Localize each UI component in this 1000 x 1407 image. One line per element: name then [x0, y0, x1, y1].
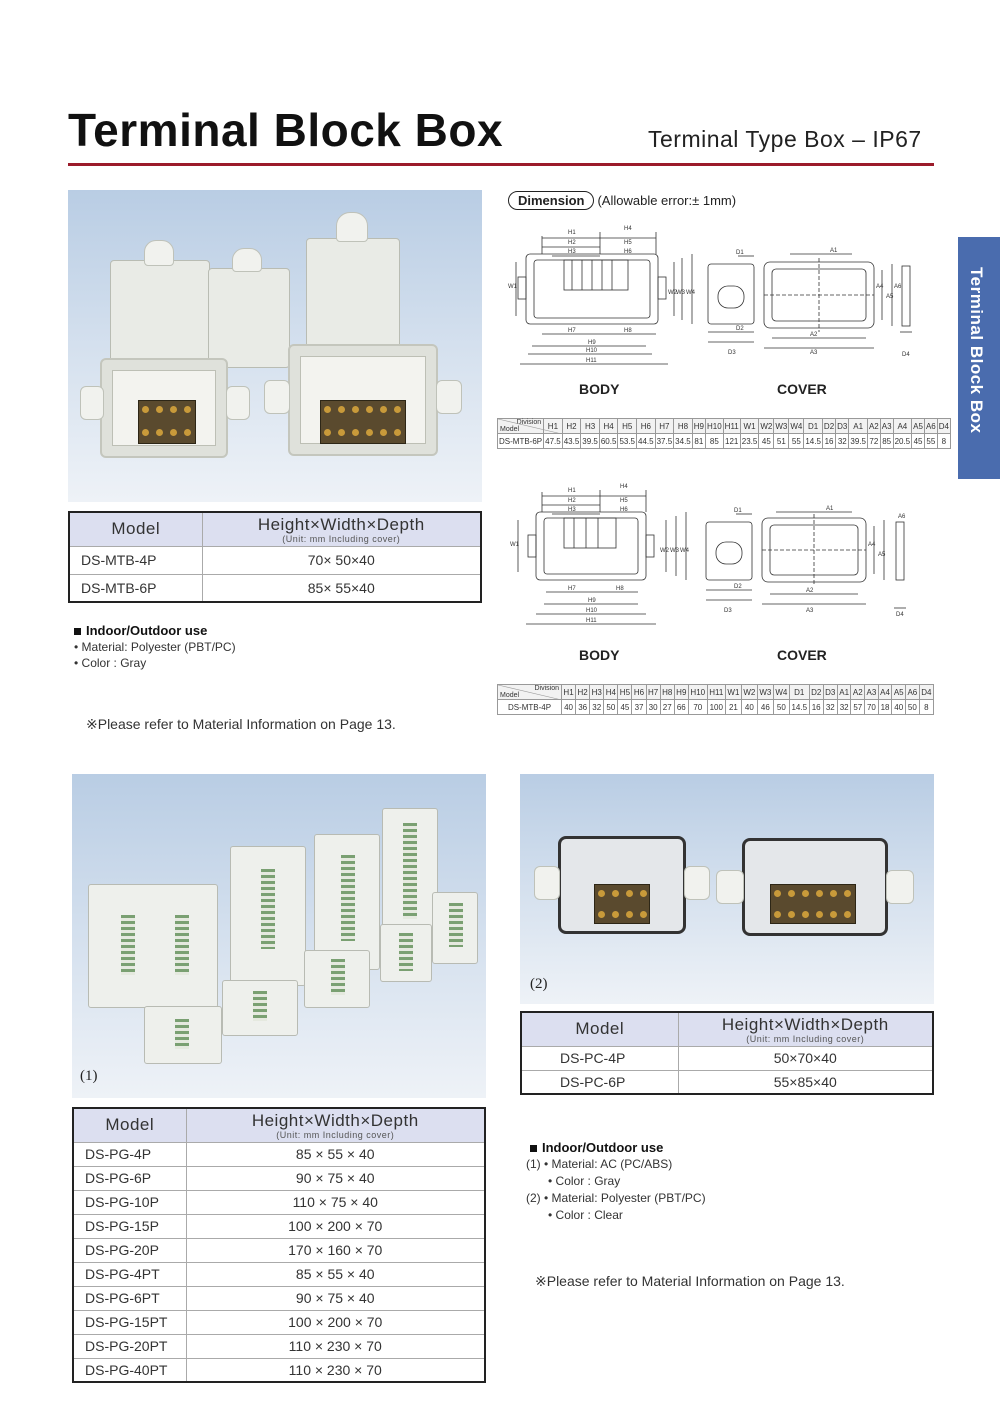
table-row	[73, 1310, 485, 1334]
notes-heading-text: Indoor/Outdoor use	[86, 623, 208, 638]
svg-text:A2: A2	[810, 332, 818, 338]
column-header: H8	[674, 419, 693, 434]
col-dims-label: Height×Width×Depth	[257, 514, 425, 534]
column-header: A2	[867, 419, 880, 434]
value-cell: 44.5	[637, 434, 656, 449]
side-tab[interactable]	[958, 237, 1000, 479]
column-header: H2	[576, 685, 590, 700]
column-header: H11	[723, 419, 740, 434]
svg-text:A5: A5	[878, 552, 886, 558]
mtb-4p-drawing	[506, 480, 926, 630]
column-header: H9	[674, 685, 688, 700]
dims-cell: 100 × 200 × 70	[186, 1310, 485, 1334]
value-cell: 37.5	[655, 434, 674, 449]
svg-text:W4: W4	[686, 290, 695, 296]
svg-text:D2: D2	[736, 326, 744, 332]
svg-text:H9: H9	[588, 598, 596, 604]
model-cell: DS-MTB-4P	[498, 700, 562, 715]
model-cell: DS-PG-15PT	[73, 1310, 186, 1334]
svg-text:W3: W3	[676, 290, 685, 296]
column-header: W4	[773, 685, 789, 700]
svg-text:A4: A4	[868, 542, 876, 548]
cover-label: COVER	[777, 647, 827, 663]
value-cell: 40	[562, 700, 576, 715]
table-row	[521, 1070, 933, 1094]
value-cell: 45	[618, 700, 632, 715]
value-cell: 100	[707, 700, 725, 715]
table-row	[69, 574, 481, 602]
value-cell: 18	[878, 700, 892, 715]
svg-text:H4: H4	[620, 484, 628, 490]
column-header: A5	[912, 419, 925, 434]
mtb-spec-table	[68, 511, 482, 603]
model-cell: DS-PG-10P	[73, 1190, 186, 1214]
svg-text:D1: D1	[734, 508, 742, 514]
material-reference[interactable]: ※Please refer to Material Information on Page 13.	[86, 716, 396, 732]
value-cell: 50	[906, 700, 920, 715]
column-header: D2	[822, 419, 835, 434]
svg-text:H1: H1	[568, 230, 576, 236]
value-cell: 43.5	[562, 434, 581, 449]
col-dims	[202, 512, 481, 546]
column-header: A2	[851, 685, 865, 700]
column-header: D3	[836, 419, 849, 434]
column-header: W3	[774, 419, 789, 434]
unit-note: (Unit: mm Including cover)	[282, 533, 401, 544]
column-header: A3	[880, 419, 893, 434]
svg-text:W1: W1	[508, 284, 517, 290]
value-cell: 66	[674, 700, 688, 715]
table-header-row	[73, 1108, 485, 1142]
column-header: D2	[809, 685, 823, 700]
svg-text:H11: H11	[586, 618, 597, 624]
mtb-notes	[74, 623, 236, 671]
table-row	[73, 1238, 485, 1262]
model-cell: DS-PG-15P	[73, 1214, 186, 1238]
dims-cell: 55×85×40	[678, 1070, 933, 1094]
column-header: H4	[599, 419, 618, 434]
column-header: D1	[789, 685, 809, 700]
svg-text:H3: H3	[568, 507, 576, 513]
column-header: A1	[849, 419, 868, 434]
page-title: Terminal Block Box	[68, 104, 504, 156]
table-corner	[498, 419, 544, 434]
unit-note: (Unit: mm Including cover)	[746, 1033, 865, 1044]
svg-text:H2: H2	[568, 498, 576, 504]
value-cell: 37	[632, 700, 646, 715]
model-cell: DS-MTB-6P	[498, 434, 544, 449]
column-header: H3	[590, 685, 604, 700]
column-header: H1	[562, 685, 576, 700]
col-dims-label: Height×Width×Depth	[251, 1110, 419, 1130]
dimension-header	[508, 191, 736, 210]
value-cell: 16	[809, 700, 823, 715]
column-header: A3	[865, 685, 879, 700]
table-row	[498, 700, 934, 715]
column-header: D1	[804, 419, 823, 434]
column-header: A1	[837, 685, 851, 700]
dimension-note: (Allowable error:± 1mm)	[597, 193, 737, 208]
value-cell: 23.5	[740, 434, 759, 449]
column-header: D3	[823, 685, 837, 700]
dims-cell: 110 × 75 × 40	[186, 1190, 485, 1214]
table-row	[498, 434, 951, 449]
column-header: H6	[637, 419, 656, 434]
dims-cell: 110 × 230 × 70	[186, 1358, 485, 1382]
photo-caption: (1)	[80, 1068, 98, 1084]
column-header: A6	[906, 685, 920, 700]
value-cell: 45	[912, 434, 925, 449]
material-note: (1) • Material: AC (PC/ABS)	[526, 1157, 673, 1171]
svg-text:A6: A6	[898, 514, 906, 520]
column-header: D4	[937, 419, 950, 434]
svg-text:H10: H10	[586, 608, 598, 614]
pc-spec-table	[520, 1011, 934, 1095]
body-label: BODY	[579, 647, 620, 663]
column-header: A5	[892, 685, 906, 700]
column-header: H3	[581, 419, 600, 434]
notes-heading-text: Indoor/Outdoor use	[542, 1140, 664, 1155]
column-header: H5	[618, 419, 637, 434]
svg-text:H4: H4	[624, 226, 632, 232]
svg-text:H2: H2	[568, 240, 576, 246]
svg-text:W3: W3	[670, 548, 679, 554]
table-header-row	[521, 1012, 933, 1046]
value-cell: 32	[836, 434, 849, 449]
column-header: H7	[655, 419, 674, 434]
value-cell: 70	[865, 700, 879, 715]
value-cell: 121	[723, 434, 740, 449]
column-header: W2	[759, 419, 774, 434]
column-header: H10	[688, 685, 707, 700]
column-header: W1	[725, 685, 741, 700]
value-cell: 47.5	[544, 434, 563, 449]
cover-label: COVER	[777, 381, 827, 397]
svg-text:W2: W2	[668, 290, 677, 296]
pg-product-photo	[72, 774, 486, 1098]
table-corner	[498, 685, 562, 700]
svg-text:H7: H7	[568, 586, 576, 592]
pg-spec-table	[72, 1107, 486, 1383]
corner-model: Model	[500, 426, 520, 433]
column-header: H11	[707, 685, 725, 700]
svg-text:D3: D3	[728, 350, 736, 356]
dims-cell: 100 × 200 × 70	[186, 1214, 485, 1238]
table-row	[73, 1262, 485, 1286]
model-cell: DS-PG-4P	[73, 1142, 186, 1166]
column-header: A4	[878, 685, 892, 700]
value-cell: 39.5	[849, 434, 868, 449]
value-cell: 8	[919, 700, 933, 715]
svg-text:H7: H7	[568, 328, 576, 334]
column-header: W3	[757, 685, 773, 700]
page-subtitle: Terminal Type Box – IP67	[648, 126, 922, 152]
model-cell: DS-PC-4P	[521, 1046, 678, 1070]
value-cell: 34.5	[674, 434, 693, 449]
table-row	[73, 1358, 485, 1382]
value-cell: 45	[759, 434, 774, 449]
column-header: A4	[893, 419, 912, 434]
table-row	[73, 1286, 485, 1310]
material-note: (2) • Material: Polyester (PBT/PC)	[526, 1191, 706, 1205]
value-cell: 16	[822, 434, 835, 449]
corner-division: Division	[516, 419, 542, 426]
dims-cell: 50×70×40	[678, 1046, 933, 1070]
col-dims-label: Height×Width×Depth	[721, 1014, 889, 1034]
value-cell: 21	[725, 700, 741, 715]
dim-table-header	[498, 419, 951, 434]
table-row	[73, 1214, 485, 1238]
table-row	[73, 1142, 485, 1166]
value-cell: 40	[741, 700, 757, 715]
svg-text:A5: A5	[886, 294, 894, 300]
col-model: Model	[69, 512, 202, 546]
svg-text:H10: H10	[586, 348, 598, 354]
value-cell: 50	[604, 700, 618, 715]
value-cell: 53.5	[618, 434, 637, 449]
svg-text:W1: W1	[510, 542, 519, 548]
color-note: • Color : Gray	[548, 1174, 621, 1188]
svg-text:A1: A1	[830, 248, 838, 254]
column-header: A6	[924, 419, 937, 434]
svg-text:H3: H3	[568, 249, 576, 255]
table-row	[73, 1334, 485, 1358]
column-header: W1	[740, 419, 759, 434]
svg-text:W2: W2	[660, 548, 669, 554]
value-cell: 27	[660, 700, 674, 715]
color-note: • Color : Gray	[74, 656, 147, 670]
value-cell: 32	[590, 700, 604, 715]
col-dims	[678, 1012, 933, 1046]
color-note: • Color : Clear	[548, 1208, 623, 1222]
model-cell: DS-PG-6P	[73, 1166, 186, 1190]
value-cell: 55	[789, 434, 804, 449]
svg-text:W4: W4	[680, 548, 689, 554]
value-cell: 32	[837, 700, 851, 715]
dims-cell: 110 × 230 × 70	[186, 1334, 485, 1358]
model-cell: DS-PG-40PT	[73, 1358, 186, 1382]
column-header: H8	[660, 685, 674, 700]
svg-text:A1: A1	[826, 506, 834, 512]
col-model: Model	[521, 1012, 678, 1046]
body-label: BODY	[579, 381, 620, 397]
column-header: H4	[604, 685, 618, 700]
model-cell: DS-PG-6PT	[73, 1286, 186, 1310]
svg-text:H8: H8	[624, 328, 632, 334]
notes-heading	[74, 623, 236, 639]
value-cell: 36	[576, 700, 590, 715]
pc-notes	[526, 1139, 706, 1224]
svg-text:D4: D4	[902, 352, 910, 358]
pc-product-photo	[520, 774, 934, 1004]
svg-text:H1: H1	[568, 488, 576, 494]
column-header: H5	[618, 685, 632, 700]
column-header: H1	[544, 419, 563, 434]
mtb-4p-dimension-table	[497, 684, 934, 715]
value-cell: 55	[924, 434, 937, 449]
value-cell: 14.5	[789, 700, 809, 715]
value-cell: 57	[851, 700, 865, 715]
value-cell: 14.5	[804, 434, 823, 449]
svg-text:D4: D4	[896, 612, 904, 618]
model-cell: DS-MTB-6P	[69, 574, 202, 602]
dims-cell: 85× 55×40	[202, 574, 481, 602]
column-header: D4	[919, 685, 933, 700]
mtb-product-photo	[68, 190, 482, 502]
column-header: H2	[562, 419, 581, 434]
value-cell: 46	[757, 700, 773, 715]
svg-text:A6: A6	[894, 284, 902, 290]
value-cell: 70	[688, 700, 707, 715]
dims-cell: 85 × 55 × 40	[186, 1142, 485, 1166]
table-row	[73, 1190, 485, 1214]
title-rule	[68, 163, 934, 166]
model-cell: DS-PG-20PT	[73, 1334, 186, 1358]
svg-text:D1: D1	[736, 250, 744, 256]
dims-cell: 90 × 75 × 40	[186, 1166, 485, 1190]
svg-text:D3: D3	[724, 608, 732, 614]
value-cell: 85	[880, 434, 893, 449]
side-tab-label: Terminal Block Box	[967, 267, 986, 434]
value-cell: 8	[937, 434, 950, 449]
corner-division: Division	[534, 685, 559, 692]
column-header: W2	[741, 685, 757, 700]
table-header-row	[69, 512, 481, 546]
svg-text:H5: H5	[620, 498, 628, 504]
corner-model: Model	[500, 692, 520, 699]
value-cell: 30	[646, 700, 660, 715]
svg-text:H11: H11	[586, 358, 597, 364]
value-cell: 39.5	[581, 434, 600, 449]
svg-text:A3: A3	[810, 350, 818, 356]
value-cell: 20.5	[893, 434, 912, 449]
value-cell: 72	[867, 434, 880, 449]
mtb-6p-dimension-table	[497, 418, 951, 449]
table-row	[73, 1166, 485, 1190]
value-cell: 40	[892, 700, 906, 715]
svg-text:A4: A4	[876, 284, 884, 290]
model-cell: DS-PG-4PT	[73, 1262, 186, 1286]
material-note: • Material: Polyester (PBT/PC)	[74, 640, 236, 654]
photo-caption: (2)	[530, 976, 548, 992]
dims-cell: 85 × 55 × 40	[186, 1262, 485, 1286]
material-reference[interactable]: ※Please refer to Material Information on Page 13.	[535, 1273, 845, 1289]
dims-cell: 70× 50×40	[202, 546, 481, 574]
dims-cell: 90 × 75 × 40	[186, 1286, 485, 1310]
notes-heading	[526, 1139, 706, 1156]
svg-text:H6: H6	[620, 507, 628, 513]
value-cell: 51	[774, 434, 789, 449]
value-cell: 81	[692, 434, 705, 449]
svg-text:H8: H8	[616, 586, 624, 592]
value-cell: 60.5	[599, 434, 618, 449]
value-cell: 85	[705, 434, 723, 449]
column-header: H10	[705, 419, 723, 434]
column-header: H9	[692, 419, 705, 434]
svg-text:D2: D2	[734, 584, 742, 590]
table-row	[69, 546, 481, 574]
svg-text:H5: H5	[624, 240, 632, 246]
svg-text:A3: A3	[806, 608, 814, 614]
square-bullet-icon	[530, 1145, 537, 1152]
unit-note: (Unit: mm Including cover)	[276, 1129, 395, 1140]
value-cell: 32	[823, 700, 837, 715]
model-cell: DS-PC-6P	[521, 1070, 678, 1094]
square-bullet-icon	[74, 628, 81, 635]
column-header: H6	[632, 685, 646, 700]
svg-text:A2: A2	[806, 588, 814, 594]
column-header: H7	[646, 685, 660, 700]
value-cell: 50	[773, 700, 789, 715]
table-row	[521, 1046, 933, 1070]
dims-cell: 170 × 160 × 70	[186, 1238, 485, 1262]
dim-table-header	[498, 685, 934, 700]
svg-text:H6: H6	[624, 249, 632, 255]
col-dims	[186, 1108, 485, 1142]
model-cell: DS-PG-20P	[73, 1238, 186, 1262]
column-header: W4	[789, 419, 804, 434]
col-model: Model	[73, 1108, 186, 1142]
dimension-label: Dimension	[508, 191, 594, 210]
svg-text:H9: H9	[588, 340, 596, 346]
mtb-6p-drawing	[506, 222, 926, 372]
model-cell: DS-MTB-4P	[69, 546, 202, 574]
